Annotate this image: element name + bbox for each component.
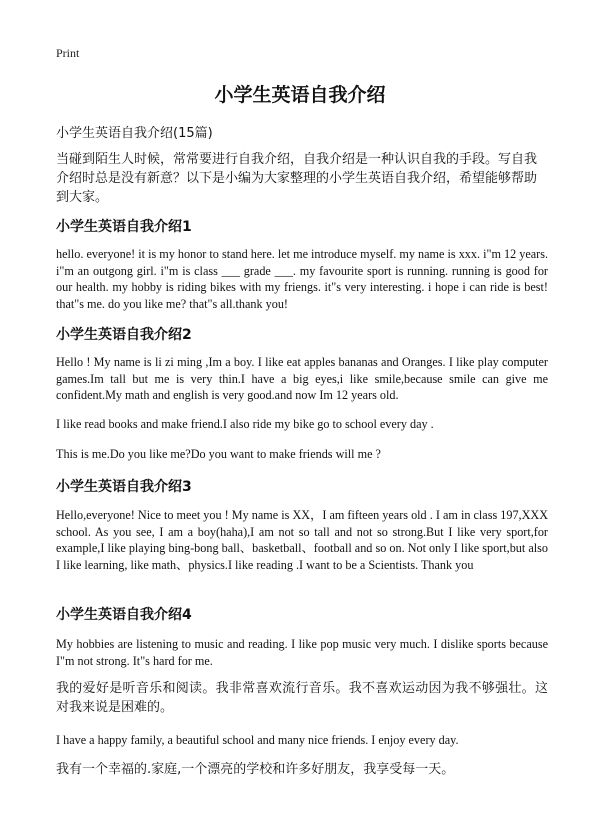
- section-2-paragraph-2: I like read books and make friend.I also ride my bike go to school every day .: [56, 417, 434, 431]
- section-3-paragraph-1: Hello,everyone! Nice to meet you ! My name is XX，I am fifteen years old . I am in class 197,XXX school. As you see, I am a boy(haha),I am not so tall and not so strong.But I like very sport,for example,I like playing bing-bong ball、basketball、football and so on. Not only I like sport,but also I like learning, like math、physics.I like reading .I want to be a Scientists. Thank you: [56, 508, 548, 572]
- section-2-paragraph-3: This is me.Do you like me?Do you want to make friends will me ?: [56, 447, 381, 461]
- section-1-paragraph-1: hello. everyone! it is my honor to stand here. let me introduce myself. my name is xxx. i"m 12 years. i"m an outgong girl. i"m is class ___ grade ___. my favourite sport is running. running is good for our health. my hobby is riding bikes with my friengs. it"s very interesting. i hope i can ride is best! that"s me. do you like me? that"s all.thank you!: [56, 247, 548, 311]
- section-4-paragraph-2: 我的爱好是听音乐和阅读。我非常喜欢流行音乐。我不喜欢运动因为我不够强壮。这对我来说是困难的。: [56, 681, 548, 715]
- section-heading-3: 小学生英语自我介绍3: [56, 479, 192, 495]
- section-4-paragraph-4: 我有一个幸福的.家庭,一个漂亮的学校和许多好朋友，我享受每一天。: [56, 762, 455, 777]
- intro-paragraph: 当碰到陌生人时候，常常要进行自我介绍，自我介绍是一种认识自我的手段。写自我介绍时总是没有新意？以下是小编为大家整理的小学生英语自我介绍，希望能够帮助到大家。: [56, 152, 538, 205]
- section-heading-1: 小学生英语自我介绍1: [56, 219, 192, 235]
- section-heading-4: 小学生英语自我介绍4: [56, 607, 192, 623]
- page-title: 小学生英语自我介绍: [214, 84, 386, 106]
- section-4-paragraph-3: I have a happy family, a beautiful school and many nice friends. I enjoy every day.: [56, 733, 459, 747]
- section-heading-2: 小学生英语自我介绍2: [56, 327, 192, 343]
- document-subtitle: 小学生英语自我介绍(15篇): [56, 126, 213, 141]
- section-2-paragraph-1: Hello ! My name is li zi ming ,Im a boy. I like eat apples bananas and Oranges. I like play computer games.Im tall but me is very thin.I have a big eyes,i like smile,because smile can give me confident.My math and english is very good.and now Im 12 years old.: [56, 355, 548, 402]
- print-link[interactable]: Print: [56, 46, 80, 60]
- section-4-paragraph-1: My hobbies are listening to music and reading. I like pop music very much. I dislike sports because I"m not strong. It"s hard for me.: [56, 637, 548, 668]
